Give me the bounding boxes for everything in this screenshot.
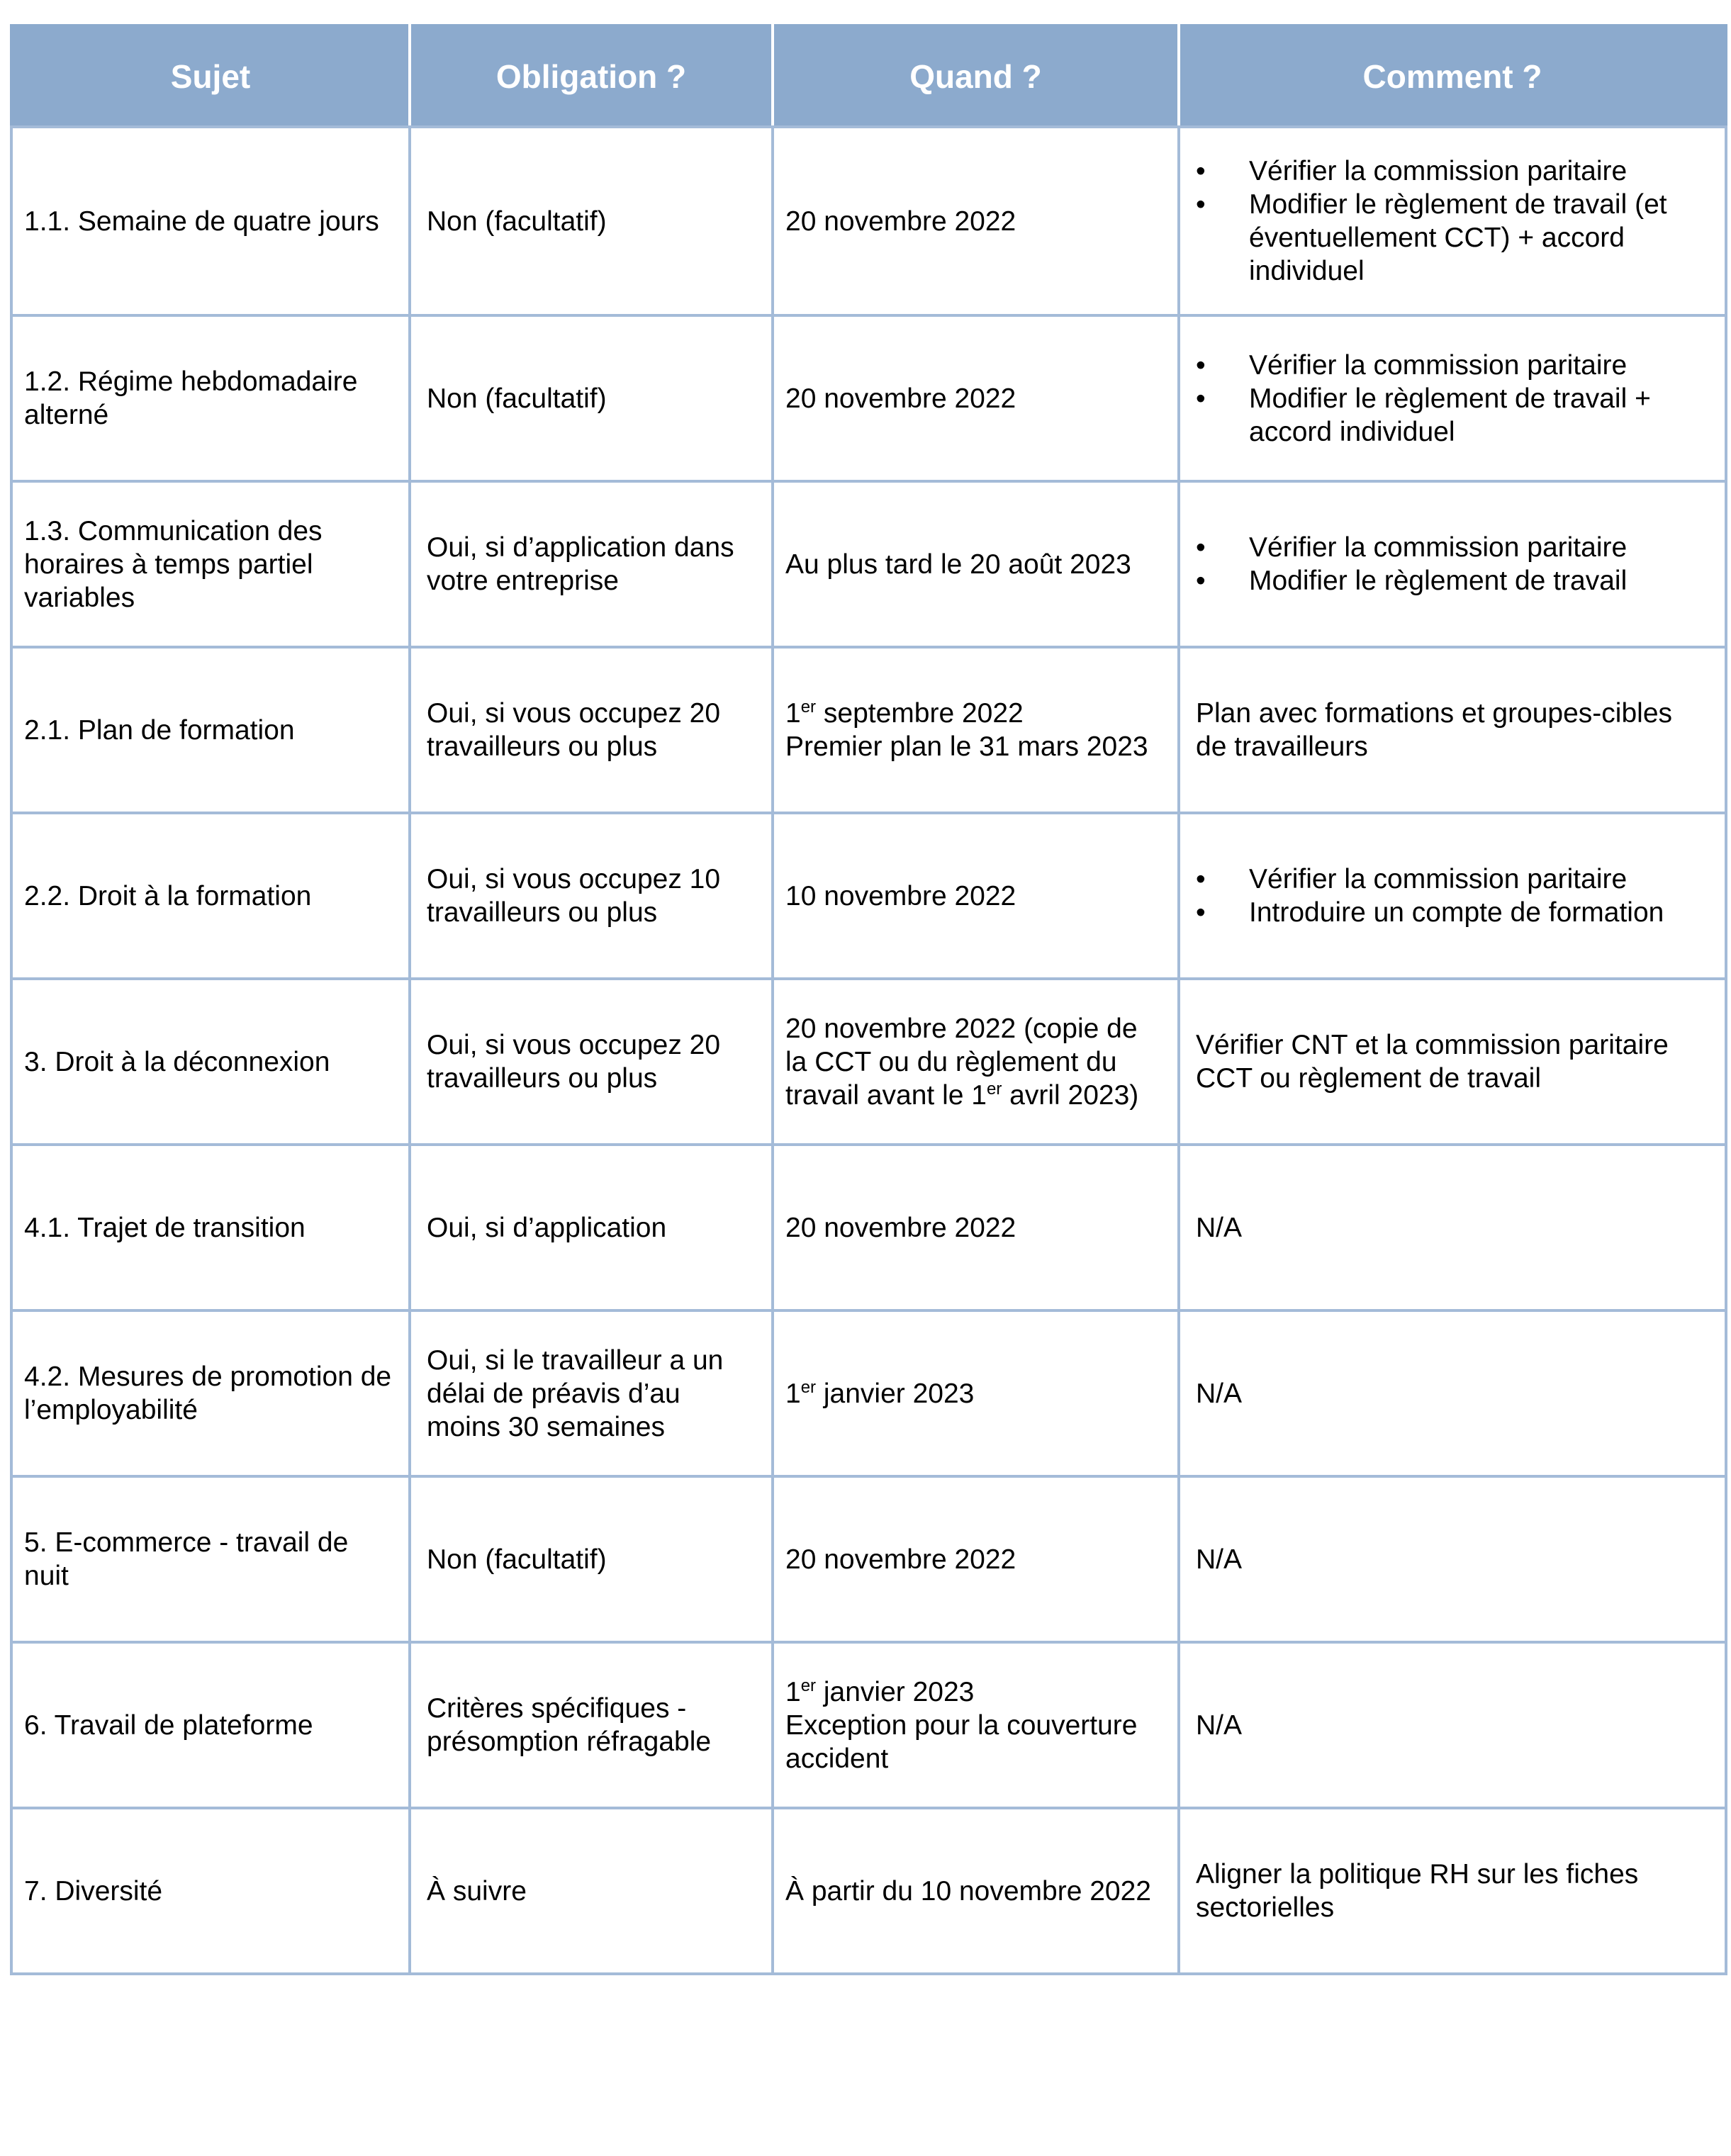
table-row bbox=[11, 1310, 1726, 1476]
cell-quand: 20 novembre 2022 bbox=[773, 1476, 1179, 1642]
list-item: • Vérifier la commission paritaire bbox=[1196, 864, 1628, 894]
cell-obligation: Critères spécifiques - présomption réfragable bbox=[410, 1642, 773, 1808]
table-row bbox=[11, 481, 1726, 647]
cell-comment: Aligner la politique RH sur les fiches sectorielles bbox=[1179, 1808, 1726, 1974]
cell-sujet: 4.1. Trajet de transition bbox=[11, 1145, 410, 1310]
cell-comment: Plan avec formations et groupes-cibles de travailleurs bbox=[1179, 647, 1726, 813]
cell-obligation: Oui, si le travailleur a un délai de préavis d’au moins 30 semaines bbox=[410, 1310, 773, 1476]
cell-obligation: Oui, si vous occupez 20 travailleurs ou plus bbox=[410, 979, 773, 1145]
cell-obligation: Oui, si vous occupez 20 travailleurs ou plus bbox=[410, 647, 773, 813]
cell-sujet: 1.1. Semaine de quatre jours bbox=[11, 127, 410, 315]
cell-quand: 1er septembre 2022 Premier plan le 31 mars 2023 bbox=[773, 647, 1179, 813]
cell-obligation: Oui, si vous occupez 10 travailleurs ou plus bbox=[410, 813, 773, 979]
cell-quand: Au plus tard le 20 août 2023 bbox=[773, 481, 1179, 647]
cell-obligation: Non (facultatif) bbox=[410, 1476, 773, 1642]
table-row bbox=[11, 979, 1726, 1145]
comment-list bbox=[1196, 863, 1710, 929]
header-sujet: Sujet bbox=[11, 26, 410, 127]
bullet-icon: • bbox=[1196, 156, 1206, 186]
cell-sujet: 2.1. Plan de formation bbox=[11, 647, 410, 813]
cell-quand: 20 novembre 2022 bbox=[773, 315, 1179, 481]
list-item: • Modifier le règlement de travail bbox=[1196, 566, 1628, 596]
cell-sujet: 1.3. Communication des horaires à temps partiel variables bbox=[11, 481, 410, 647]
cell-sujet: 4.2. Mesures de promotion de l’employabilité bbox=[11, 1310, 410, 1476]
list-item: • Modifier le règlement de travail + accord individuel bbox=[1196, 383, 1651, 447]
cell-quand: 20 novembre 2022 bbox=[773, 1145, 1179, 1310]
bullet-icon: • bbox=[1196, 566, 1206, 596]
table-row bbox=[11, 315, 1726, 481]
cell-sujet: 2.2. Droit à la formation bbox=[11, 813, 410, 979]
table-row bbox=[11, 1808, 1726, 1974]
bullet-icon: • bbox=[1196, 864, 1206, 894]
table-row bbox=[11, 647, 1726, 813]
bullet-icon: • bbox=[1196, 897, 1206, 928]
cell-comment bbox=[1179, 315, 1726, 481]
obligations-table bbox=[10, 24, 1727, 1975]
cell-sujet: 5. E-commerce - travail de nuit bbox=[11, 1476, 410, 1642]
cell-quand: 10 novembre 2022 bbox=[773, 813, 1179, 979]
header-comment: Comment ? bbox=[1179, 26, 1726, 127]
table-row bbox=[11, 1145, 1726, 1310]
cell-sujet: 7. Diversité bbox=[11, 1808, 410, 1974]
cell-sujet: 3. Droit à la déconnexion bbox=[11, 979, 410, 1145]
list-item: • Modifier le règlement de travail (et éventuellement CCT) + accord individuel bbox=[1196, 189, 1667, 286]
bullet-icon: • bbox=[1196, 349, 1206, 381]
cell-obligation: Non (facultatif) bbox=[410, 315, 773, 481]
comment-list bbox=[1196, 349, 1710, 449]
cell-quand: 20 novembre 2022 (copie de la CCT ou du règlement du travail avant le 1er avril 2023) bbox=[773, 979, 1179, 1145]
cell-comment: N/A bbox=[1179, 1310, 1726, 1476]
cell-quand: 1er janvier 2023 Exception pour la couverture accident bbox=[773, 1642, 1179, 1808]
header-quand: Quand ? bbox=[773, 26, 1179, 127]
cell-quand: 1er janvier 2023 bbox=[773, 1310, 1179, 1476]
cell-obligation: Oui, si d’application dans votre entreprise bbox=[410, 481, 773, 647]
bullet-icon: • bbox=[1196, 189, 1206, 220]
list-item: • Vérifier la commission paritaire bbox=[1196, 349, 1628, 381]
cell-sujet: 6. Travail de plateforme bbox=[11, 1642, 410, 1808]
cell-comment bbox=[1179, 813, 1726, 979]
table-row bbox=[11, 1642, 1726, 1808]
list-item: • Vérifier la commission paritaire bbox=[1196, 532, 1628, 563]
list-item: • Introduire un compte de formation bbox=[1196, 897, 1664, 928]
cell-comment: N/A bbox=[1179, 1476, 1726, 1642]
comment-list bbox=[1196, 155, 1710, 288]
cell-comment: Vérifier CNT et la commission paritaire CCT ou règlement de travail bbox=[1179, 979, 1726, 1145]
list-item: • Vérifier la commission paritaire bbox=[1196, 156, 1628, 186]
table-row bbox=[11, 813, 1726, 979]
comment-list bbox=[1196, 531, 1710, 597]
cell-comment bbox=[1179, 127, 1726, 315]
cell-sujet: 1.2. Régime hebdomadaire alterné bbox=[11, 315, 410, 481]
table-row bbox=[11, 1476, 1726, 1642]
cell-comment: N/A bbox=[1179, 1642, 1726, 1808]
table-header-row bbox=[11, 26, 1726, 127]
bullet-icon: • bbox=[1196, 532, 1206, 563]
cell-quand: À partir du 10 novembre 2022 bbox=[773, 1808, 1179, 1974]
cell-comment: N/A bbox=[1179, 1145, 1726, 1310]
header-obligation: Obligation ? bbox=[410, 26, 773, 127]
cell-obligation: Non (facultatif) bbox=[410, 127, 773, 315]
cell-obligation: Oui, si d’application bbox=[410, 1145, 773, 1310]
cell-quand: 20 novembre 2022 bbox=[773, 127, 1179, 315]
cell-obligation: À suivre bbox=[410, 1808, 773, 1974]
cell-comment bbox=[1179, 481, 1726, 647]
bullet-icon: • bbox=[1196, 383, 1206, 414]
table-row bbox=[11, 127, 1726, 315]
